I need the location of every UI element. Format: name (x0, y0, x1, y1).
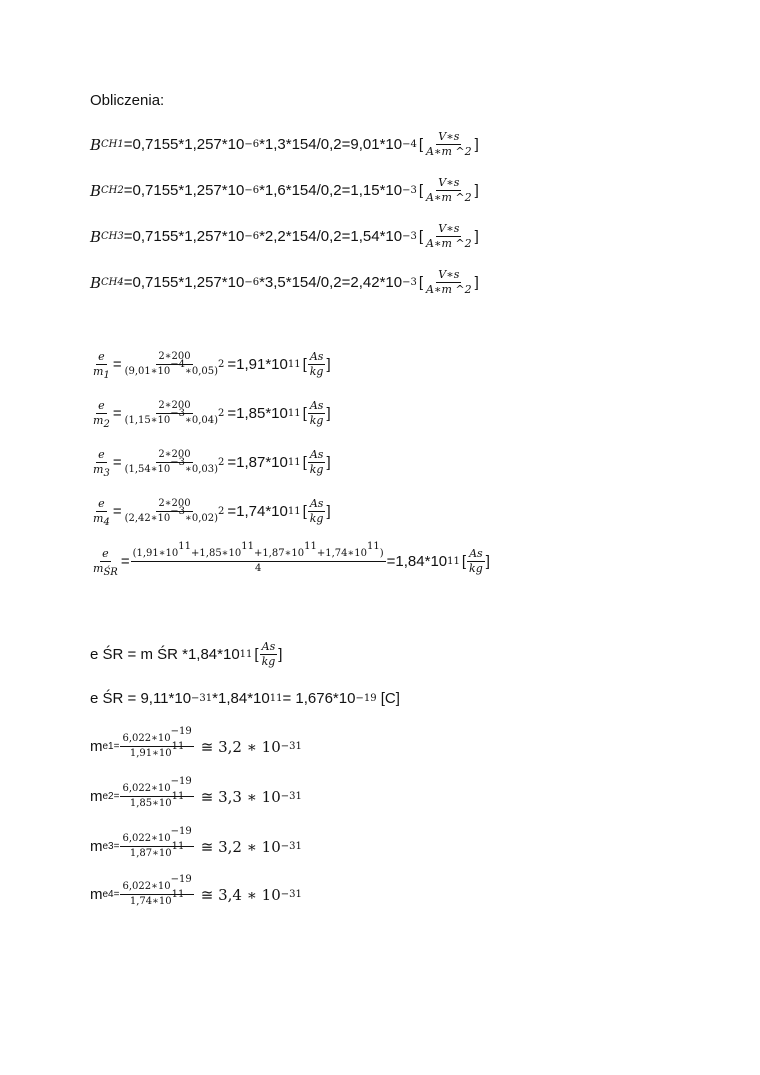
em-lhs: $\frac{e}{m_4}$ (93, 497, 110, 528)
e-sr-line-2: e ŚR = 9,11*10 −31 *1,84*10 11 = 1,676*10 −19 [C] (90, 690, 400, 707)
me-line-4: m e4= $\frac{6,022∗10^{-19}}{1,74∗10^{11}}$ ≅ 3,4 ∗ 10 −31 (90, 874, 302, 907)
me-fraction: $\frac{6,022∗10^{-19}}{1,85∗10^{11}}$ (122, 776, 192, 809)
em-line-3: $\frac{e}{m_3}$ = $\frac{2∗200}{(1,54∗10^{-3}∗0,03)^2}$ =1,87*10 11 [ $\frac{As}{kg}$ ] (93, 448, 331, 479)
me-fraction: $\frac{6,022∗10^{-19}}{1,87∗10^{11}}$ (122, 826, 192, 859)
b-line-2: B CH2 =0,7155*1,257*10 −6 *1,6*154/0,2=1,15*10 −3 [ $\frac{V∗s}{A∗m \^{}2}$ ] (90, 176, 479, 204)
em-line-4: $\frac{e}{m_4}$ = $\frac{2∗200}{(2,42∗10^{-3}∗0,02)^2}$ =1,74*10 11 [ $\frac{As}{kg}$ ] (93, 497, 331, 528)
em-line-1: $\frac{e}{m_1}$ = $\frac{2∗200}{(9,01∗10^{-4}∗0,05)^2}$ =1,91*10 11 [ $\frac{As}{kg}$ ] (93, 350, 331, 381)
em-fraction: $\frac{2∗200}{(1,54∗10^{-3}∗0,03)^2}$ (124, 449, 225, 475)
b-line-3: B CH3 =0,7155*1,257*10 −6 *2,2*154/0,2=1,54*10 −3 [ $\frac{V∗s}{A∗m \^{}2}$ ] (90, 222, 479, 250)
unit-bracket: [ $\frac{As}{kg}$ ] (461, 547, 490, 575)
em-lhs: $\frac{e}{m_1}$ (93, 350, 110, 381)
me-fraction: $\frac{6,022∗10^{-19}}{1,74∗10^{11}}$ (122, 874, 192, 907)
em-lhs: $\frac{e}{m_3}$ (93, 448, 110, 479)
em-fraction: $\frac{2∗200}{(2,42∗10^{-3}∗0,02)^2}$ (124, 498, 225, 524)
heading-text: Obliczenia: (90, 92, 165, 109)
me-fraction: $\frac{6,022∗10^{-19}}{1,91∗10^{11}}$ (122, 726, 192, 759)
em-line-2: $\frac{e}{m_2}$ = $\frac{2∗200}{(1,15∗10^{-3}∗0,04)^2}$ =1,85*10 11 [ $\frac{As}{kg}$ ] (93, 399, 331, 430)
em-average-line: $\frac{e}{m_{ŚR}}$ = $\frac{(1,91∗10^{11}+1,85∗10^{11}+1,87∗10^{11}+1,74∗10^{11})}{4}$ =1,84*10 11 [ $\frac{As}{kg}$ ] (93, 541, 490, 578)
em-lhs: $\frac{e}{m_2}$ (93, 399, 110, 430)
unit-bracket: [ $\frac{As}{kg}$ ] (254, 640, 283, 668)
unit-bracket: [ $\frac{V∗s}{A∗m \^{}2}$ ] (418, 176, 479, 204)
heading (90, 92, 164, 109)
unit-bracket: [ $\frac{V∗s}{A∗m \^{}2}$ ] (418, 268, 479, 296)
e-sr-line-1: e ŚR = m ŚR *1,84*10 11 [ $\frac{As}{kg}$ ] (90, 640, 283, 668)
unit-bracket: [ $\frac{V∗s}{A∗m \^{}2}$ ] (418, 130, 479, 158)
em-avg-fraction: $\frac{(1,91∗10^{11}+1,85∗10^{11}+1,87∗10^{11}+1,74∗10^{11})}{4}$ (132, 541, 384, 574)
unit-bracket: [ $\frac{As}{kg}$ ] (302, 399, 331, 427)
unit-bracket: [ $\frac{As}{kg}$ ] (302, 350, 331, 378)
em-avg-lhs: $\frac{e}{m_{ŚR}}$ (93, 547, 118, 578)
b-line-4: B CH4 =0,7155*1,257*10 −6 *3,5*154/0,2=2,42*10 −3 [ $\frac{V∗s}{A∗m \^{}2}$ ] (90, 268, 479, 296)
unit-bracket: [ $\frac{As}{kg}$ ] (302, 448, 331, 476)
unit-bracket: [ $\frac{As}{kg}$ ] (302, 497, 331, 525)
me-line-1: m e1= $\frac{6,022∗10^{-19}}{1,91∗10^{11}}$ ≅ 3,2 ∗ 10 −31 (90, 726, 302, 759)
me-line-2: m e2= $\frac{6,022∗10^{-19}}{1,85∗10^{11}}$ ≅ 3,3 ∗ 10 −31 (90, 776, 302, 809)
em-fraction: $\frac{2∗200}{(9,01∗10^{-4}∗0,05)^2}$ (124, 351, 225, 377)
b-line-1: B CH1 =0,7155*1,257*10 −6 *1,3*154/0,2=9,01*10 −4 [ $\frac{V∗s}{A∗m \^{}2}$ ] (90, 130, 479, 158)
me-line-3: m e3= $\frac{6,022∗10^{-19}}{1,87∗10^{11}}$ ≅ 3,2 ∗ 10 −31 (90, 826, 302, 859)
em-fraction: $\frac{2∗200}{(1,15∗10^{-3}∗0,04)^2}$ (124, 400, 225, 426)
unit-bracket: [ $\frac{V∗s}{A∗m \^{}2}$ ] (418, 222, 479, 250)
